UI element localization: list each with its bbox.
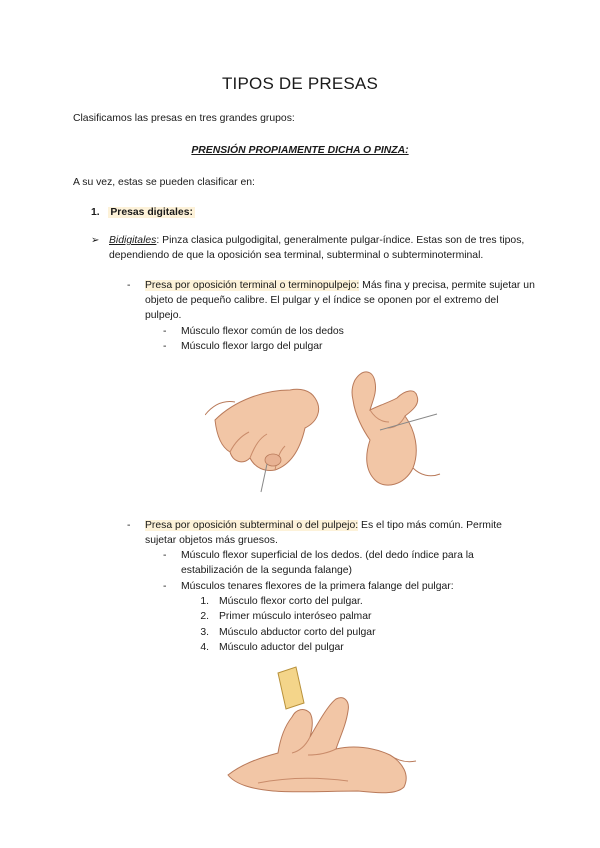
section-subheading: PRENSIÓN PROPIAMENTE DICHA O PINZA: — [191, 145, 409, 156]
bidigital-description: : Pinza clasica pulgodigital, generalmente pulgar-índice. Estas son de tres tipos, dependiendo de que la oposición sea terminal, subterminal o subterminoterminal. — [109, 235, 525, 261]
terminal-description: Más fina y precisa, permite sujetar un objeto de pequeño calibre. El pulgar y el índice se oponen por el extremo del pulpejo. — [145, 280, 535, 321]
bidigital-term: Bidigitales — [109, 235, 157, 246]
hand-pinch-right-icon — [352, 372, 440, 485]
hand-pinch-left-icon — [205, 389, 319, 492]
dash-bullet: - — [127, 280, 131, 291]
classify-text: A su vez, estas se pueden clasificar en: — [73, 177, 255, 188]
arrow-bullet-icon: ➢ — [91, 235, 100, 246]
section-number: 1. — [91, 207, 100, 218]
terminal-pinch-illustration — [205, 360, 455, 505]
section-heading — [91, 205, 195, 220]
hand-holding-card-icon — [228, 667, 416, 793]
dash-bullet: - — [127, 520, 131, 531]
terminal-highlight: Presa por oposición terminal o terminopulpejo: — [145, 280, 360, 291]
subterminal-pinch-illustration — [218, 665, 418, 800]
page-title: TIPOS DE PRESAS — [221, 74, 379, 93]
subterminal-highlight: Presa por oposición subterminal o del pulpejo: — [145, 520, 359, 531]
subterminal-description: Es el tipo más común. Permite sujetar objetos más gruesos. — [145, 520, 502, 546]
intro-text: Clasificamos las presas en tres grandes grupos: — [73, 113, 295, 124]
section-label: Presas digitales: — [110, 207, 193, 218]
